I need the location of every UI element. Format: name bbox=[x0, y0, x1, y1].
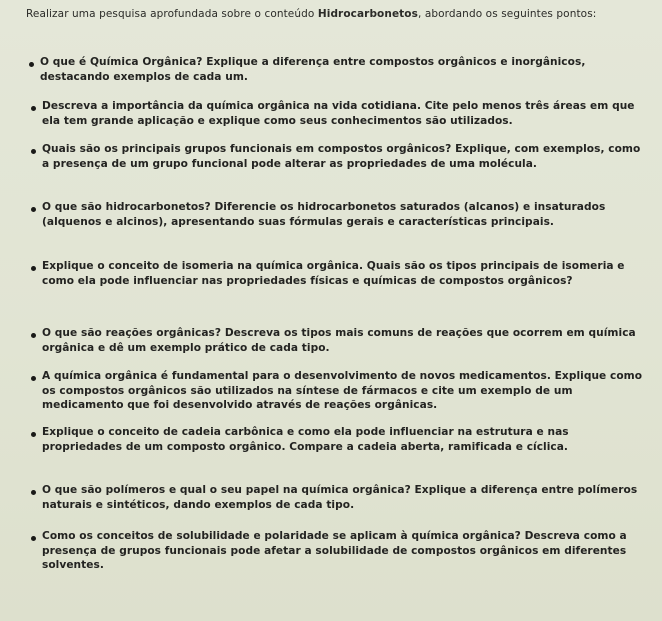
question-text: Quais são os principais grupos funcionais em compostos orgânicos? Explique, com exemplos, como a presença de um grupo funcional pode alterar as propriedades de uma molécula. bbox=[42, 143, 641, 170]
question-text: Explique o conceito de cadeia carbônica e como ela pode influenciar na estrutura e nas propriedades de um composto orgânico. Compare a cadeia aberta, ramificada e cíclica. bbox=[42, 426, 569, 453]
question-text: O que são polímeros e qual o seu papel na química orgânica? Explique a diferença entre polímeros naturais e sintéticos, dando exemplos de cada tipo. bbox=[42, 484, 638, 511]
bullet-icon bbox=[31, 207, 36, 212]
bullet-icon bbox=[31, 490, 36, 495]
bullet-icon bbox=[31, 432, 36, 437]
question-text: O que é Química Orgânica? Explique a diferença entre compostos orgânicos e inorgânicos, destacando exemplos de cada um. bbox=[40, 56, 586, 83]
question-text: O que são hidrocarbonetos? Diferencie os hidrocarbonetos saturados (alcanos) e insaturados (alquenos e alcinos), apresentando suas fórmulas gerais e características principais. bbox=[42, 201, 606, 228]
bullet-icon bbox=[29, 62, 34, 67]
bullet-icon bbox=[31, 266, 36, 271]
intro-text-end: , abordando os seguintes pontos: bbox=[417, 8, 597, 20]
bullet-icon bbox=[31, 106, 36, 111]
bullet-icon bbox=[31, 536, 36, 541]
question-text: O que são reações orgânicas? Descreva os tipos mais comuns de reações que ocorrem em química orgânica e dê um exemplo prático de cada tipo. bbox=[42, 327, 636, 354]
question-text: A química orgânica é fundamental para o desenvolvimento de novos medicamentos. Explique como os compostos orgânicos são utilizados na síntese de fármacos e cite um exemplo de um medicamento que foi desenvolvido através de reações orgânicas. bbox=[42, 370, 643, 411]
bullet-icon bbox=[31, 149, 36, 154]
question-text: Como os conceitos de solubilidade e polaridade se aplicam à química orgânica? Descreva como a presença de grupos funcionais pode afetar a solubilidade de compostos orgânicos em diferentes solventes. bbox=[42, 530, 627, 571]
bullet-icon bbox=[31, 376, 36, 381]
question-text: Descreva a importância da química orgânica na vida cotidiana. Cite pelo menos três áreas em que ela tem grande aplicação e explique como seus conhecimentos são utilizados. bbox=[42, 100, 635, 127]
bullet-icon bbox=[31, 333, 36, 338]
intro-text-start: Realizar uma pesquisa aprofundada sobre o conteúdo bbox=[26, 8, 318, 20]
question-text: Explique o conceito de isomeria na química orgânica. Quais são os tipos principais de isomeria e como ela pode influenciar nas propriedades físicas e químicas de compostos orgânicos? bbox=[42, 260, 625, 287]
intro-topic: Hidrocarbonetos bbox=[317, 8, 418, 20]
